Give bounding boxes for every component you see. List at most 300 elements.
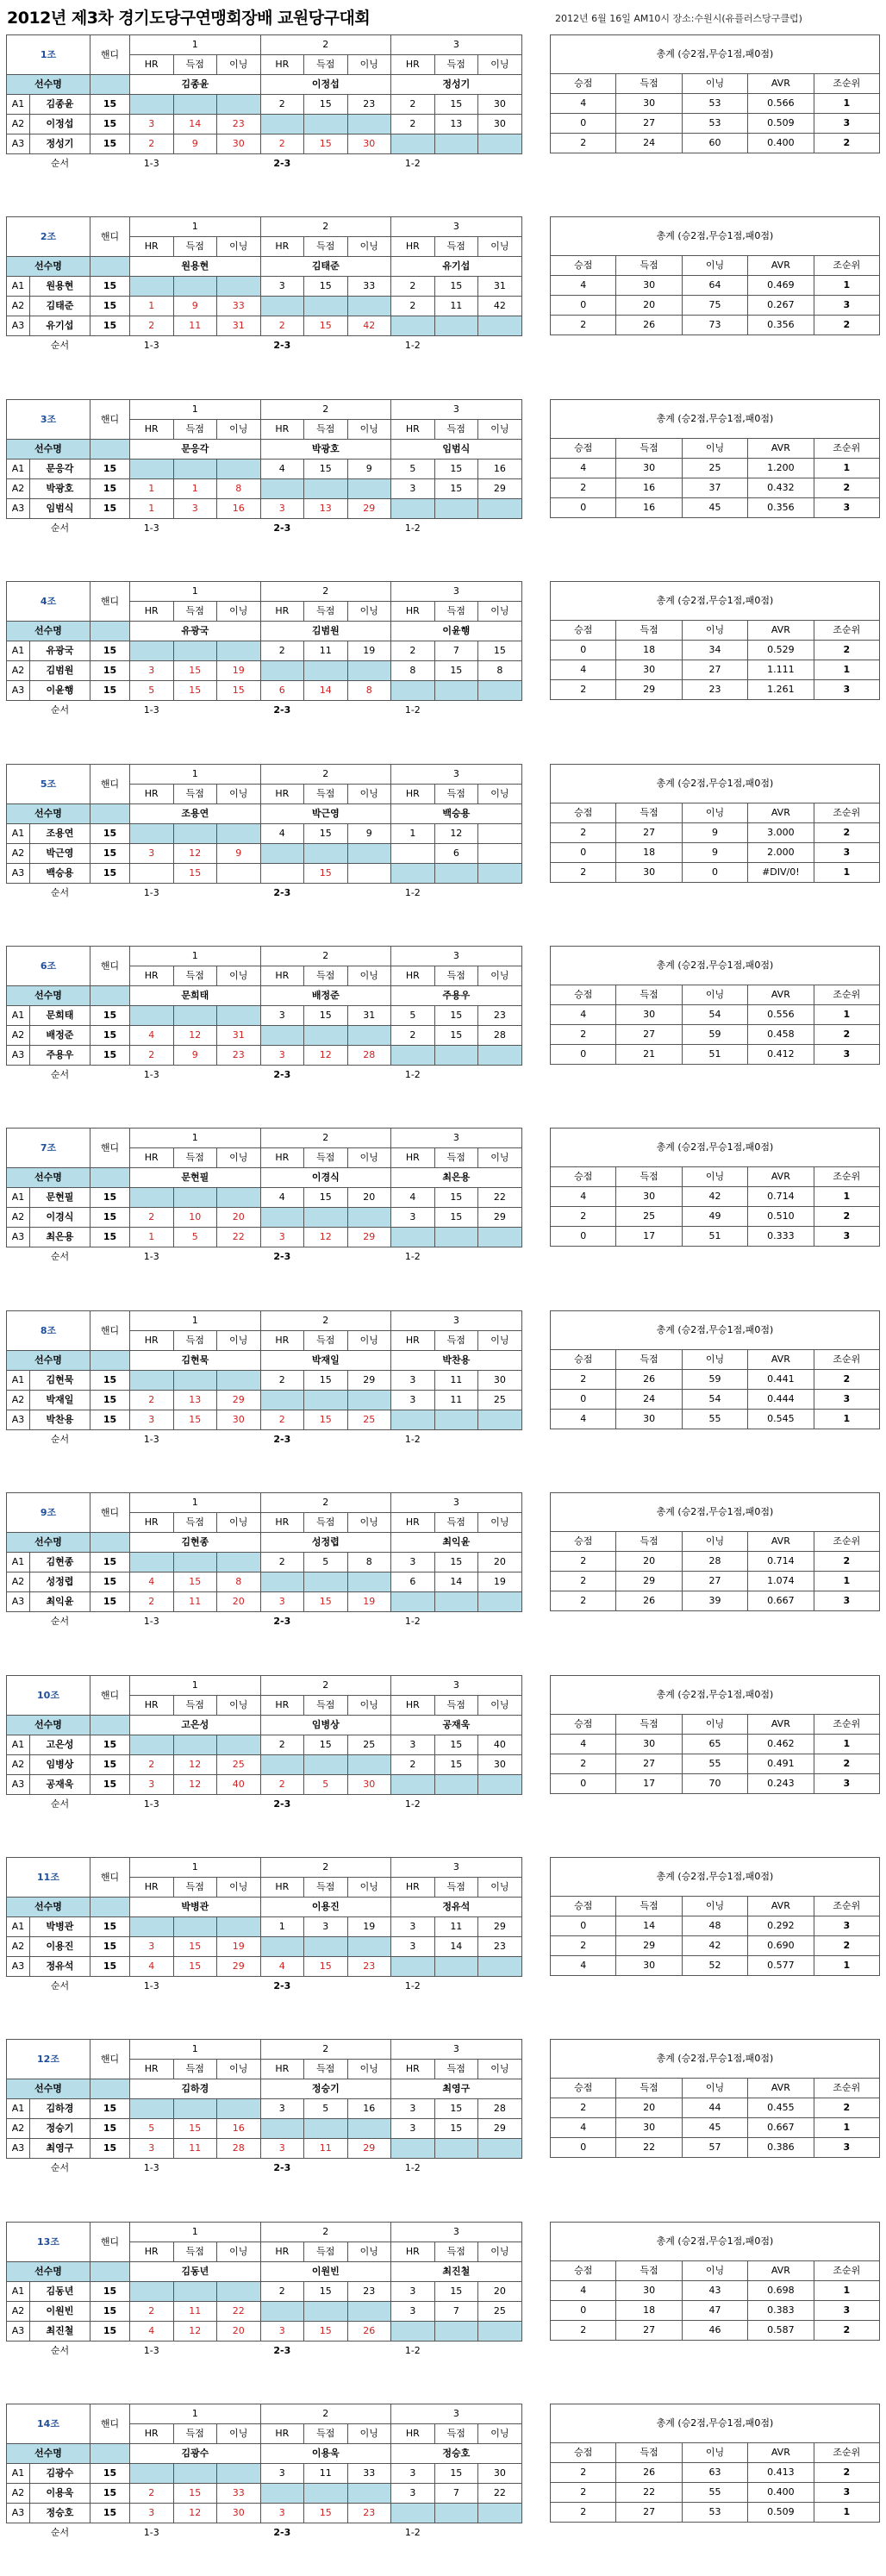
match-inning [478, 681, 522, 701]
hr-header: HR [130, 1513, 174, 1533]
match-inning: 8 [347, 681, 391, 701]
match-score [434, 134, 478, 154]
match-score: 15 [304, 2504, 348, 2523]
match-score: 12 [173, 2322, 217, 2342]
group-block [0, 581, 886, 753]
match-hr: 3 [260, 1046, 304, 1066]
summary-row [551, 1552, 880, 1572]
summary-title: 총계 (승2점,무승1점,패0점) [551, 582, 880, 621]
summary-row [551, 498, 880, 518]
handi-blank [90, 2262, 130, 2282]
match-hr [130, 2282, 174, 2302]
group-match-table [6, 946, 522, 1085]
group-name: 4조 [7, 582, 90, 622]
round-number: 2 [260, 1858, 391, 1878]
player-name: 성정렵 [30, 1572, 90, 1592]
summary-row [551, 1956, 880, 1976]
opponent-name: 정성기 [391, 75, 522, 95]
player-row [7, 1371, 522, 1391]
group-match-table [6, 2039, 522, 2178]
handi-blank [90, 804, 130, 824]
player-row [7, 95, 522, 115]
summary-rank: 3 [814, 498, 879, 518]
player-slot: A3 [7, 1228, 30, 1247]
round-number: 3 [391, 217, 522, 237]
player-slot: A2 [7, 1937, 30, 1957]
opponent-name: 이용진 [260, 1898, 391, 1917]
summary-header: 이닝 [682, 985, 747, 1005]
summary-row [551, 478, 880, 498]
inning-header: 이닝 [217, 785, 261, 804]
player-name: 김범원 [30, 661, 90, 681]
summary-score: 18 [616, 2301, 682, 2321]
match-score: 11 [304, 2139, 348, 2159]
match-score [434, 2504, 478, 2523]
player-name: 주용우 [30, 1046, 90, 1066]
match-inning [347, 1572, 391, 1592]
round-number: 2 [260, 1311, 391, 1331]
match-hr: 3 [130, 844, 174, 864]
order-value: 1-2 [404, 340, 421, 351]
match-inning [217, 1735, 261, 1755]
opponent-name: 배정준 [260, 986, 391, 1006]
group-summary-table [550, 2222, 880, 2341]
group-name: 2조 [7, 217, 90, 257]
match-inning: 20 [478, 1553, 522, 1572]
summary-score: 30 [616, 459, 682, 478]
group-name: 7조 [7, 1129, 90, 1168]
group-match-table [6, 2404, 522, 2542]
match-inning [347, 661, 391, 681]
order-label: 순서 [50, 1798, 70, 1810]
summary-row [551, 2098, 880, 2118]
opponent-name: 김현묵 [130, 1351, 261, 1371]
match-hr: 3 [391, 479, 435, 499]
summary-score: 21 [616, 1045, 682, 1065]
match-inning [478, 1046, 522, 1066]
summary-innings: 9 [682, 843, 747, 863]
summary-points: 2 [551, 134, 616, 153]
player-name: 문응각 [30, 460, 90, 479]
match-inning [217, 2464, 261, 2484]
match-hr: 3 [391, 1208, 435, 1228]
summary-header: 이닝 [682, 74, 747, 94]
summary-avr: 0.509 [748, 114, 814, 134]
summary-rank: 2 [814, 641, 879, 660]
summary-score: 16 [616, 498, 682, 518]
player-handi: 15 [90, 2302, 130, 2322]
match-inning [347, 1755, 391, 1775]
score-header: 득점 [304, 2242, 348, 2262]
player-column-header: 선수명 [7, 986, 90, 1006]
player-slot: A2 [7, 1755, 30, 1775]
order-value: 2-3 [273, 340, 291, 351]
inning-header: 이닝 [347, 55, 391, 75]
score-header: 득점 [173, 602, 217, 622]
player-row [7, 1188, 522, 1208]
summary-header: 승점 [551, 1715, 616, 1735]
player-row [7, 864, 522, 884]
summary-avr: 0.469 [748, 276, 814, 296]
order-value: 1-2 [404, 1798, 421, 1810]
match-score [304, 297, 348, 316]
player-row [7, 1957, 522, 1977]
summary-innings: 23 [682, 680, 747, 700]
match-inning: 23 [478, 1006, 522, 1026]
summary-score: 30 [616, 1735, 682, 1754]
summary-avr: 0.529 [748, 641, 814, 660]
match-score: 3 [173, 499, 217, 519]
match-inning: 19 [478, 1572, 522, 1592]
summary-innings: 55 [682, 1410, 747, 1429]
score-header: 득점 [173, 1331, 217, 1351]
handi-header: 핸디 [90, 35, 130, 75]
summary-rank: 1 [814, 2281, 879, 2301]
score-header: 득점 [173, 1148, 217, 1168]
player-row [7, 479, 522, 499]
player-row [7, 661, 522, 681]
order-value: 1-3 [143, 2527, 159, 2538]
summary-points: 4 [551, 2118, 616, 2138]
match-inning [217, 1371, 261, 1391]
player-name: 정승기 [30, 2119, 90, 2139]
player-handi: 15 [90, 1208, 130, 1228]
summary-avr: 0.292 [748, 1916, 814, 1936]
match-hr: 3 [260, 1592, 304, 1612]
player-handi: 15 [90, 297, 130, 316]
player-column-header: 선수명 [7, 2444, 90, 2464]
match-score [304, 2484, 348, 2504]
round-number: 1 [130, 1129, 261, 1148]
summary-header: 승점 [551, 1350, 616, 1370]
group-summary-table [550, 2404, 880, 2523]
player-row [7, 2504, 522, 2523]
match-score: 1 [173, 479, 217, 499]
summary-avr: 0.455 [748, 2098, 814, 2118]
group-block [0, 2404, 886, 2576]
match-inning [217, 277, 261, 297]
summary-row [551, 1591, 880, 1611]
summary-rank: 3 [814, 114, 879, 134]
summary-header: 승점 [551, 1897, 616, 1916]
match-score [434, 1775, 478, 1795]
round-number: 1 [130, 217, 261, 237]
summary-title: 총계 (승2점,무승1점,패0점) [551, 1311, 880, 1350]
summary-points: 4 [551, 1956, 616, 1976]
player-slot: A2 [7, 1026, 30, 1046]
player-row [7, 2302, 522, 2322]
summary-innings: 44 [682, 2098, 747, 2118]
summary-row [551, 1390, 880, 1410]
summary-header: 득점 [616, 256, 682, 276]
summary-header: 득점 [616, 74, 682, 94]
match-hr: 3 [391, 1937, 435, 1957]
order-value: 1-3 [143, 1980, 159, 1991]
match-score: 15 [173, 2119, 217, 2139]
inning-header: 이닝 [478, 2060, 522, 2079]
summary-points: 2 [551, 2321, 616, 2341]
match-score [304, 1391, 348, 1410]
group-match-table [6, 216, 522, 355]
hr-header: HR [391, 1696, 435, 1716]
player-handi: 15 [90, 95, 130, 115]
match-inning: 30 [217, 2504, 261, 2523]
match-inning [217, 95, 261, 115]
opponent-name: 유기섭 [391, 257, 522, 277]
summary-score: 27 [616, 2503, 682, 2523]
order-value: 1-2 [404, 2162, 421, 2173]
match-inning: 19 [347, 1917, 391, 1937]
match-score: 11 [434, 1917, 478, 1937]
round-number: 3 [391, 2223, 522, 2242]
match-score: 15 [434, 1188, 478, 1208]
order-value: 1-2 [404, 1251, 421, 1262]
match-hr: 2 [391, 1755, 435, 1775]
player-slot: A1 [7, 1553, 30, 1572]
player-slot: A3 [7, 864, 30, 884]
match-score: 15 [304, 2322, 348, 2342]
match-inning: 16 [478, 460, 522, 479]
summary-avr: 0.667 [748, 1591, 814, 1611]
score-header: 득점 [304, 2060, 348, 2079]
group-name: 11조 [7, 1858, 90, 1898]
player-row [7, 641, 522, 661]
summary-row [551, 2301, 880, 2321]
summary-avr: 0.587 [748, 2321, 814, 2341]
summary-points: 2 [551, 823, 616, 843]
match-score: 15 [304, 460, 348, 479]
match-hr: 2 [260, 1735, 304, 1755]
summary-points: 0 [551, 1227, 616, 1247]
match-inning: 29 [478, 1208, 522, 1228]
score-header: 득점 [434, 602, 478, 622]
order-label: 순서 [50, 704, 70, 716]
inning-header: 이닝 [217, 55, 261, 75]
match-inning [217, 824, 261, 844]
match-score: 15 [434, 2119, 478, 2139]
match-score [434, 1228, 478, 1247]
summary-points: 4 [551, 94, 616, 114]
summary-header: 승점 [551, 2261, 616, 2281]
round-number: 1 [130, 2404, 261, 2424]
summary-title: 총계 (승2점,무승1점,패0점) [551, 35, 880, 74]
player-name: 유광국 [30, 641, 90, 661]
summary-points: 0 [551, 1774, 616, 1794]
match-hr: 4 [260, 824, 304, 844]
order-value: 2-3 [273, 1798, 291, 1810]
player-row [7, 460, 522, 479]
match-hr: 3 [260, 2504, 304, 2523]
player-slot: A1 [7, 1917, 30, 1937]
match-hr: 2 [260, 1371, 304, 1391]
group-summary-table [550, 764, 880, 883]
summary-score: 29 [616, 1936, 682, 1956]
hr-header: HR [260, 602, 304, 622]
player-name: 최진철 [30, 2322, 90, 2342]
player-handi: 15 [90, 1937, 130, 1957]
summary-header: 이닝 [682, 1897, 747, 1916]
round-number: 3 [391, 2040, 522, 2060]
player-slot: A3 [7, 1410, 30, 1430]
round-number: 1 [130, 947, 261, 966]
order-label: 순서 [50, 2162, 70, 2173]
opponent-name: 김종윤 [130, 75, 261, 95]
score-header: 득점 [304, 1696, 348, 1716]
match-inning [347, 864, 391, 884]
inning-header: 이닝 [347, 1513, 391, 1533]
opponent-name: 이윤행 [391, 622, 522, 641]
hr-header: HR [391, 2242, 435, 2262]
summary-rank: 2 [814, 2321, 879, 2341]
summary-rank: 3 [814, 2138, 879, 2158]
summary-avr: 0.383 [748, 2301, 814, 2321]
match-score: 11 [304, 2464, 348, 2484]
opponent-name: 성정렵 [260, 1533, 391, 1553]
summary-score: 24 [616, 134, 682, 153]
summary-avr: 0.400 [748, 2483, 814, 2503]
match-score: 13 [173, 1391, 217, 1410]
match-inning [478, 499, 522, 519]
summary-row [551, 2138, 880, 2158]
summary-title: 총계 (승2점,무승1점,패0점) [551, 2223, 880, 2261]
score-header: 득점 [173, 1878, 217, 1898]
player-name: 김광수 [30, 2464, 90, 2484]
order-label: 순서 [50, 1069, 70, 1080]
match-hr: 3 [260, 2099, 304, 2119]
player-handi: 15 [90, 2484, 130, 2504]
summary-header: 이닝 [682, 1532, 747, 1552]
match-inning: 20 [217, 1592, 261, 1612]
summary-innings: 60 [682, 134, 747, 153]
summary-rank: 3 [814, 2301, 879, 2321]
match-score [173, 1006, 217, 1026]
match-hr: 4 [260, 1957, 304, 1977]
opponent-name: 김현종 [130, 1533, 261, 1553]
player-name: 문현필 [30, 1188, 90, 1208]
summary-header: AVR [748, 621, 814, 641]
match-hr [130, 2464, 174, 2484]
summary-rank: 1 [814, 1956, 879, 1976]
summary-avr: 0.714 [748, 1187, 814, 1207]
player-slot: A1 [7, 95, 30, 115]
summary-avr: 3.000 [748, 823, 814, 843]
player-column-header: 선수명 [7, 622, 90, 641]
match-hr [260, 2119, 304, 2139]
match-inning [478, 1592, 522, 1612]
summary-row [551, 1227, 880, 1247]
round-number: 3 [391, 2404, 522, 2424]
summary-score: 26 [616, 2463, 682, 2483]
page-header [0, 0, 886, 34]
order-label: 순서 [50, 1980, 70, 1991]
match-score [434, 1410, 478, 1430]
inning-header: 이닝 [347, 1331, 391, 1351]
order-value: 2-3 [273, 1980, 291, 1991]
match-hr: 3 [130, 1775, 174, 1795]
summary-header: 조순위 [814, 985, 879, 1005]
score-header: 득점 [173, 1513, 217, 1533]
player-handi: 15 [90, 1371, 130, 1391]
order-label: 순서 [50, 2345, 70, 2356]
match-inning [347, 297, 391, 316]
match-score: 15 [434, 2282, 478, 2302]
summary-score: 30 [616, 863, 682, 883]
match-hr [130, 2099, 174, 2119]
player-handi: 15 [90, 460, 130, 479]
opponent-name: 최영구 [391, 2079, 522, 2099]
group-name: 12조 [7, 2040, 90, 2079]
player-handi: 15 [90, 1006, 130, 1026]
match-score: 15 [304, 1188, 348, 1208]
summary-points: 4 [551, 1187, 616, 1207]
match-inning: 23 [217, 115, 261, 134]
hr-header: HR [130, 55, 174, 75]
summary-innings: 51 [682, 1227, 747, 1247]
score-header: 득점 [173, 55, 217, 75]
hr-header: HR [391, 1878, 435, 1898]
match-score: 9 [173, 1046, 217, 1066]
summary-row [551, 641, 880, 660]
hr-header: HR [260, 2060, 304, 2079]
player-row [7, 2099, 522, 2119]
summary-header: 득점 [616, 439, 682, 459]
match-hr [260, 661, 304, 681]
match-inning: 30 [347, 134, 391, 154]
match-hr [391, 2139, 435, 2159]
summary-points: 0 [551, 1916, 616, 1936]
player-handi: 15 [90, 134, 130, 154]
order-value: 1-3 [143, 2162, 159, 2173]
opponent-name: 박찬용 [391, 1351, 522, 1371]
match-score: 12 [173, 1026, 217, 1046]
player-name: 배정준 [30, 1026, 90, 1046]
summary-score: 30 [616, 1005, 682, 1025]
summary-rank: 1 [814, 863, 879, 883]
match-score [173, 277, 217, 297]
player-handi: 15 [90, 2464, 130, 2484]
order-value: 1-3 [143, 158, 159, 169]
summary-points: 2 [551, 1754, 616, 1774]
group-name: 6조 [7, 947, 90, 986]
match-inning: 29 [347, 1228, 391, 1247]
order-value: 1-3 [143, 1616, 159, 1627]
player-name: 유기섭 [30, 316, 90, 336]
summary-avr: 0.690 [748, 1936, 814, 1956]
order-value: 1-3 [143, 1251, 159, 1262]
order-value: 1-2 [404, 2345, 421, 2356]
summary-row [551, 2503, 880, 2523]
player-slot: A2 [7, 115, 30, 134]
player-column-header: 선수명 [7, 1716, 90, 1735]
summary-avr: 0.556 [748, 1005, 814, 1025]
summary-avr: 1.261 [748, 680, 814, 700]
match-score: 15 [304, 1592, 348, 1612]
score-header: 득점 [173, 237, 217, 257]
player-column-header: 선수명 [7, 75, 90, 95]
summary-rank: 2 [814, 1936, 879, 1956]
hr-header: HR [391, 1331, 435, 1351]
summary-points: 0 [551, 1045, 616, 1065]
summary-header: 득점 [616, 1715, 682, 1735]
round-number: 1 [130, 1493, 261, 1513]
summary-innings: 34 [682, 641, 747, 660]
summary-header: 득점 [616, 1897, 682, 1916]
inning-header: 이닝 [217, 1331, 261, 1351]
match-hr: 2 [130, 316, 174, 336]
match-hr: 2 [130, 134, 174, 154]
match-hr: 2 [130, 2484, 174, 2504]
order-value: 1-3 [143, 1069, 159, 1080]
